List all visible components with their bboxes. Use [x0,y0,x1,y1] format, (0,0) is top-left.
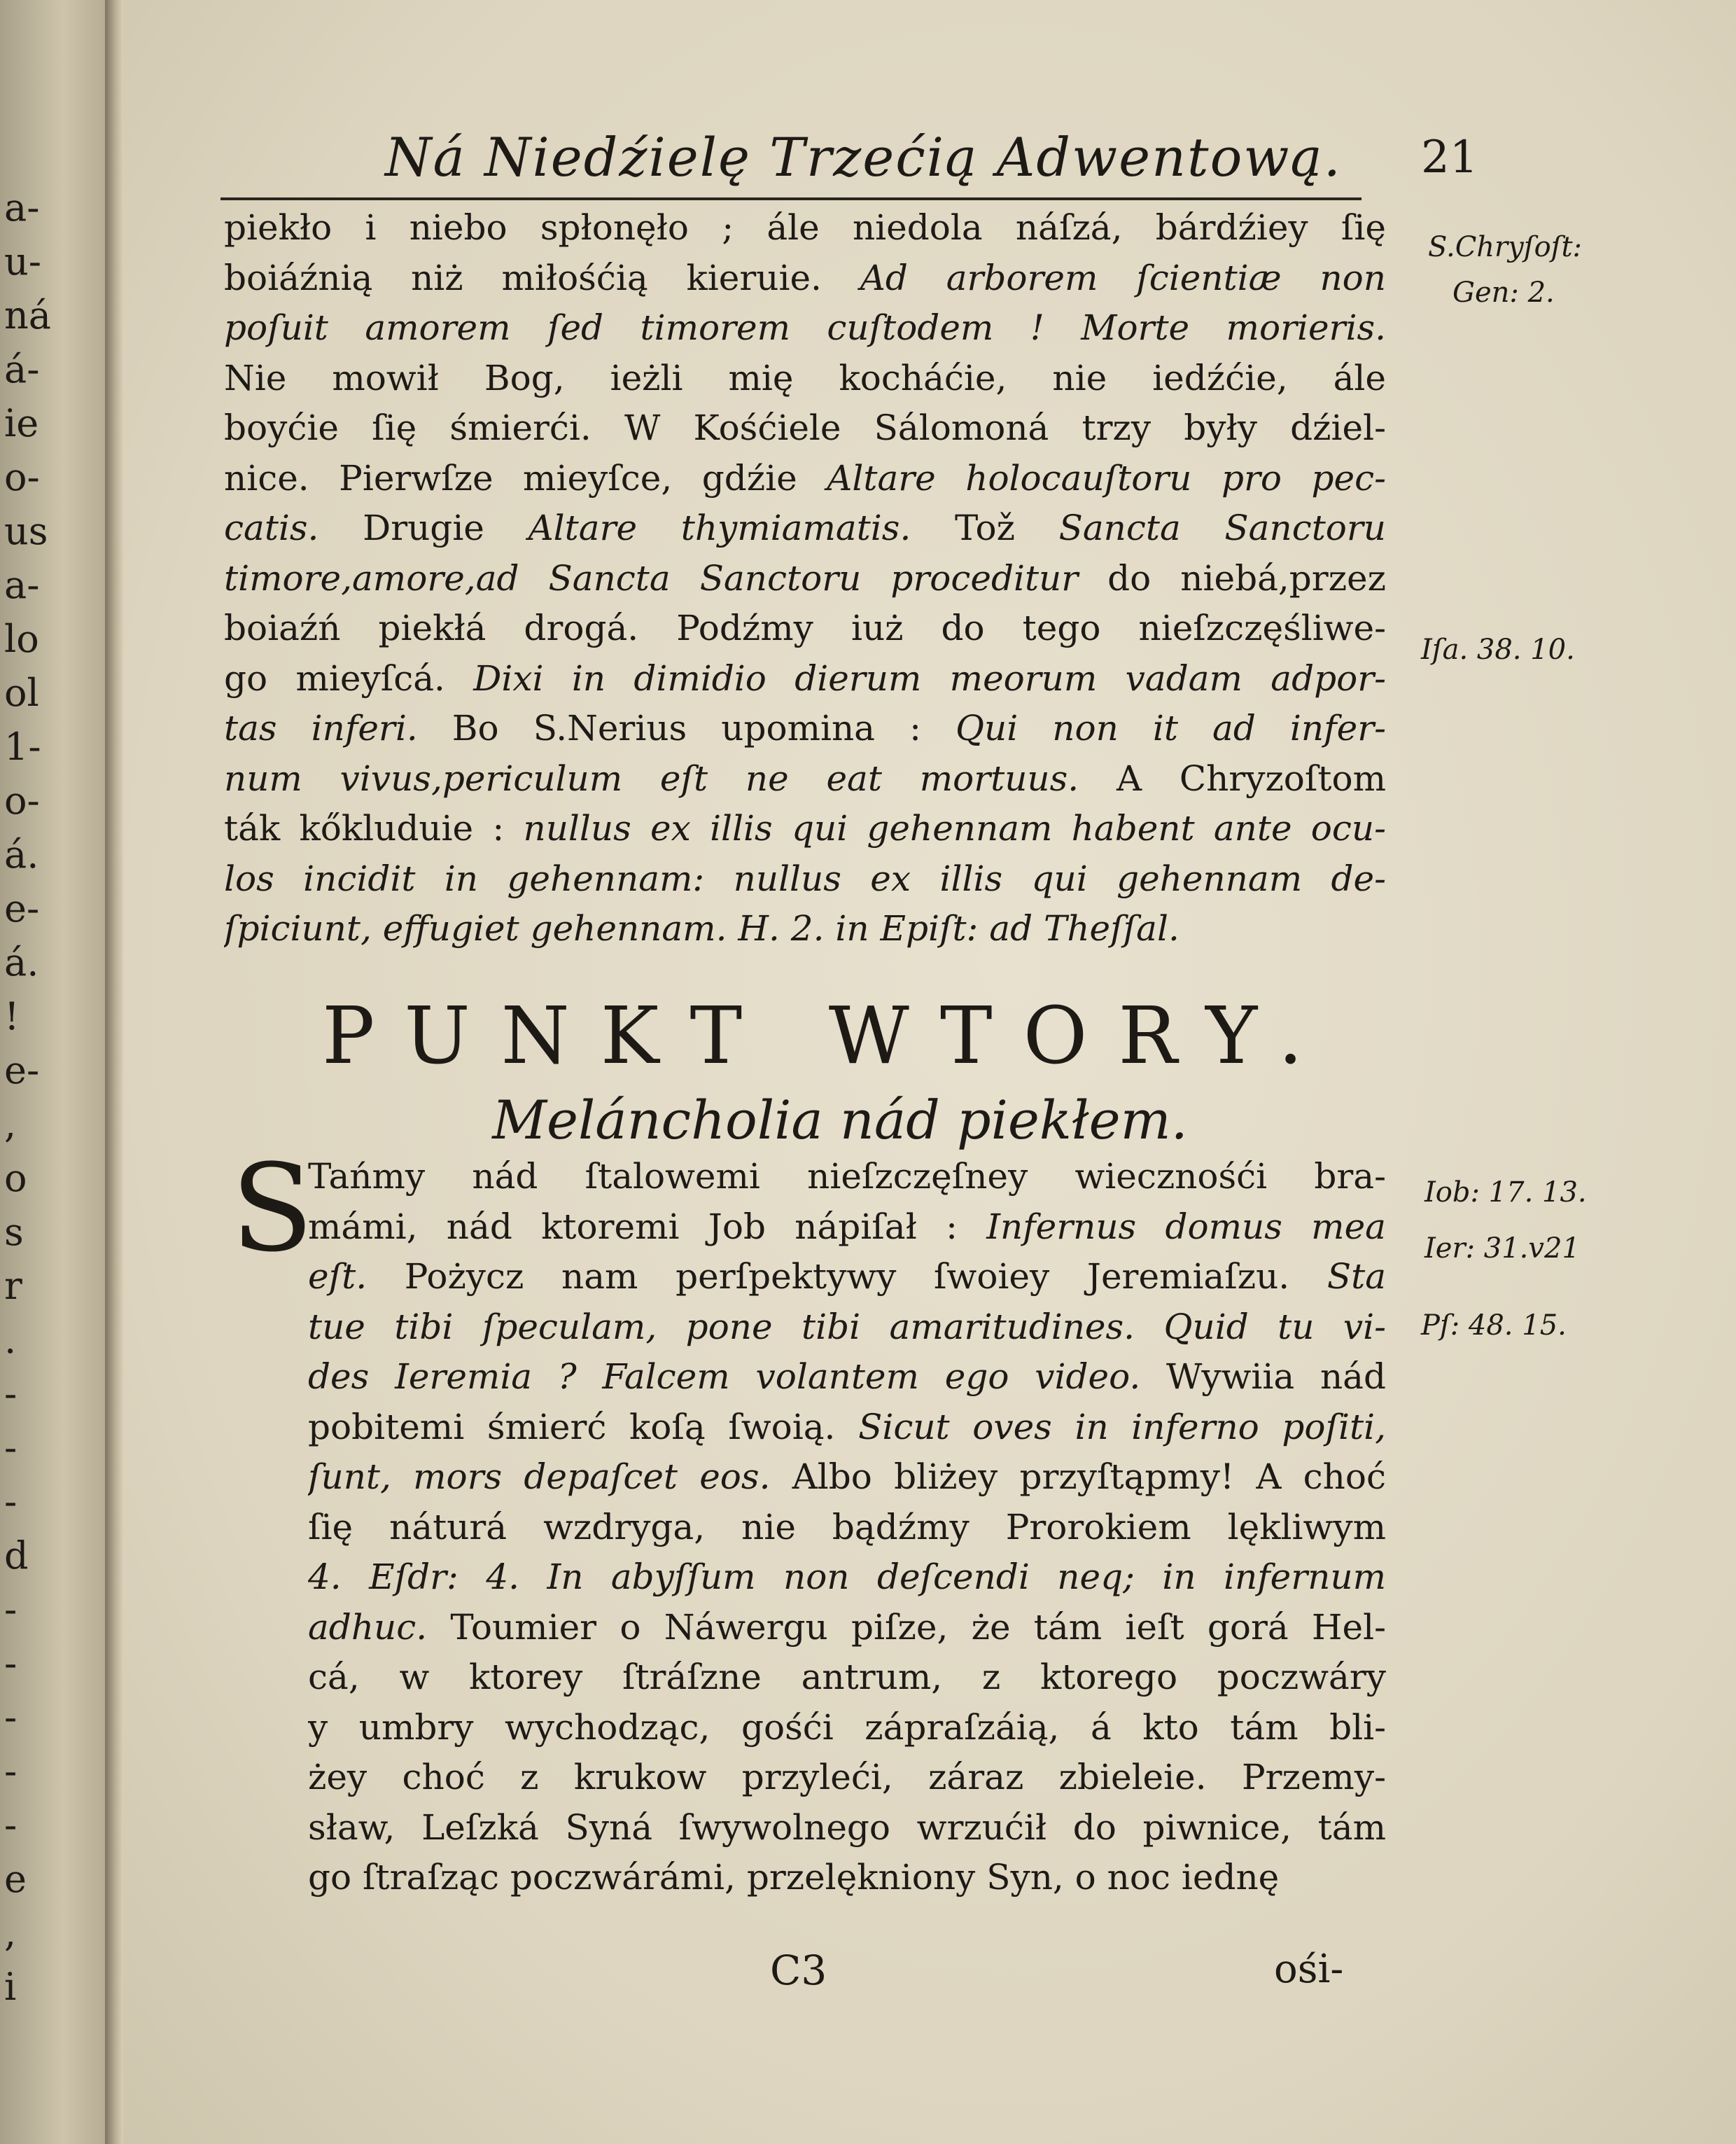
running-head [266,126,1478,203]
latin-quotation: eſt. [308,1256,368,1297]
paragraph2-line [308,1252,1386,1302]
previous-page-fragment: s [4,1210,24,1254]
previous-page-fragment: a- [4,186,40,230]
polish-text: boyćie ſię śmierći. W Kośćiele Sálomoná trzy były dźiel- [224,408,1386,448]
previous-page-fragment: o [4,1156,27,1200]
paragraph2-line [308,1753,1386,1803]
page-number: 21 [1421,132,1478,183]
latin-quotation: poſuit amorem ſed timorem cuſtodem ! Morte morieris. [224,307,1386,348]
margin-note-genesis: Gen: 2. [1452,277,1555,309]
previous-page-fragment: - [4,1587,18,1631]
previous-page-fragment: - [4,1372,18,1416]
latin-quotation: 4. Eſdr: 4. In abyſſum non deſcendi neq; in infernum [308,1557,1386,1597]
latin-quotation: Infernus domus mea [986,1206,1386,1247]
margin-note-isaiah: Iſa. 38. 10. [1421,634,1575,666]
previous-page-fragment: e- [4,1048,40,1092]
latin-quotation: Ad arborem ſcientiæ non [860,257,1386,298]
paragraph-two [308,1152,1386,1903]
polish-text: sław, Leſzká Syná ſwywolnego wrzućił do piwnice, tám [308,1807,1386,1848]
paragraph2-line [308,1552,1386,1603]
polish-text: ták kőkluduie : [224,808,524,849]
previous-page-fragment: , [4,1911,17,1955]
previous-page-fragment: - [4,1749,18,1793]
previous-page-fragment: - [4,1803,18,1847]
previous-page-fragment: e- [4,886,40,931]
paragraph-one [224,203,1386,954]
previous-page-fragment: i [4,1965,17,2009]
previous-page-fragment: 1- [4,725,41,769]
polish-text: go mieyſcá. [224,657,474,699]
paragraph2-line [308,1202,1386,1253]
polish-text: ſię náturá wzdryga, nie bądźmy Prorokiem lękliwym [308,1506,1386,1547]
paragraph1-line [224,503,1386,554]
margin-note-jeremiah: Ier: 31.v21 [1424,1232,1580,1265]
polish-text: Tańmy nád ſtalowemi nieſzczęſney wiecznośći bra- [308,1156,1386,1197]
paragraph2-line [308,1652,1386,1703]
previous-page-fragment: - [4,1695,18,1739]
polish-text: Drugie [318,508,528,548]
paragraph2-line [308,1302,1386,1353]
polish-text: Tož [911,508,1059,548]
previous-page-fragment: - [4,1641,18,1685]
polish-text: nice. Pierwſze mieyſce, gdźie [224,457,827,499]
header-rule [220,197,1362,200]
previous-page-fragment: ie [4,401,39,445]
latin-quotation: ſpiciunt, effugiet gehennam. H. 2. in Epiſt: ad Theſſal. [224,908,1180,949]
paragraph1-line [224,604,1386,654]
margin-note-chrysostom: S.Chryſoſt: [1428,231,1583,263]
margin-note-psalm: Pſ: 48. 15. [1421,1309,1567,1342]
drop-cap: S [231,1138,314,1279]
paragraph2-line [308,1853,1386,1903]
polish-text: Toumier o Náwergu piſze, że tám ieſt gorá Hel- [427,1606,1386,1648]
paragraph2-line [308,1402,1386,1453]
latin-quotation: los incidit in gehennam: nullus ex illis qui gehennam de- [224,858,1386,899]
polish-text: boiáźnią niż miłośćią kieruie. [224,257,860,298]
previous-page-fragment: á- [4,347,40,391]
previous-page-fragment: . [4,1318,17,1362]
section-subheading: Meláncholia nád piekłem. [492,1089,1188,1151]
paragraph2-line [308,1703,1386,1753]
running-head-title: Ná Niedźielę Trzećią Adwentową. [385,126,1342,188]
latin-quotation: num vivus,periculum eſt ne eat mortuus. [224,758,1079,799]
latin-quotation: ſunt, mors depaſcet eos. [308,1456,771,1497]
polish-text: go ſtraſząc poczwárámi, przelękniony Syn, o noc iednę [308,1857,1280,1898]
previous-page-fragment: , [4,1102,17,1146]
paragraph1-line [224,554,1386,604]
previous-page-fragment: a- [4,563,40,607]
previous-page-fragment: - [4,1426,18,1470]
paragraph1-line [224,454,1386,504]
margin-note-job: Iob: 17. 13. [1424,1176,1587,1209]
latin-quotation: nullus ex illis qui gehennam habent ante ocu- [523,808,1386,849]
paragraph1-line [224,704,1386,754]
paragraph2-line [308,1503,1386,1553]
previous-page-fragment: us [4,509,48,553]
latin-quotation: Sancta Sanctoru [1058,508,1386,548]
polish-text: cá, w ktorey ſtráſzne antrum, z ktorego poczwáry [308,1657,1386,1697]
previous-page-fragment: o- [4,455,40,499]
latin-quotation: Dixi in dimidio dierum meorum vadam adpor- [473,657,1386,699]
previous-page-fragment: e [4,1857,27,1901]
paragraph1-line [224,403,1386,454]
latin-quotation: Altare holocauſtoru pro pec- [827,457,1386,499]
previous-page-fragment: ol [4,671,39,715]
polish-text: do niebá,przez [1078,557,1386,599]
paragraph1-line [224,253,1386,304]
polish-text: żey choć z krukow przyleći, záraz zbieleie. Przemy- [308,1757,1386,1797]
paragraph2-line [308,1603,1386,1653]
latin-quotation: Sicut oves in inferno poſiti, [858,1406,1386,1447]
paragraph2-line [308,1452,1386,1503]
polish-text: Pożycz nam perſpektywy ſwoiey Jeremiaſzu. [367,1256,1327,1297]
latin-quotation: Sta [1326,1256,1386,1297]
previous-page-fragment: lo [4,617,39,661]
catchword: ośi- [1274,1947,1344,1992]
previous-page-fragment: á. [4,833,39,877]
polish-text: y umbry wychodząc, gośći zápraſzáią, á kto tám bli- [308,1706,1386,1748]
latin-quotation: timore,amore,ad Sancta Sanctoru proceditur [224,557,1079,599]
paragraph2-line [308,1803,1386,1853]
polish-text: piekło i niebo spłonęło ; ále niedola náſzá, bárdźiey ſię [224,207,1386,248]
paragraph1-line [224,654,1386,704]
previous-page-fragment: r [4,1264,22,1308]
polish-text: mámi, nád ktoremi Job nápiſał : [308,1206,987,1247]
latin-quotation: Qui non it ad infer- [955,708,1386,749]
latin-quotation: adhuc. [308,1606,428,1648]
previous-page-fragment: u- [4,239,42,284]
paragraph2-line [308,1152,1386,1202]
polish-text: pobitemi śmierć koſą ſwoią. [308,1406,859,1447]
previous-page-fragment: ! [4,994,20,1038]
paragraph1-line [224,904,1386,954]
paragraph1-line [224,804,1386,854]
book-gutter [105,0,123,2144]
polish-text: Wywiia nád [1140,1356,1386,1397]
paragraph1-line [224,754,1386,805]
latin-quotation: catis. [224,508,319,548]
paragraph1-line [224,203,1386,253]
previous-page-fragment: o- [4,779,40,823]
previous-page-fragment: á. [4,940,39,984]
polish-text: Bo S.Nerius upomina : [417,708,955,749]
paragraph2-line [308,1352,1386,1402]
latin-quotation: Altare thymiamatis. [528,508,911,548]
polish-text: Nie mowił Bog, ieżli mię kocháćie, nie iedźćie, ále [224,357,1386,398]
paragraph1-line [224,354,1386,404]
latin-quotation: tue tibi ſpeculam, pone tibi amaritudines. Quid tu vi- [308,1306,1386,1347]
polish-text: A Chryzoſtom [1079,758,1386,799]
latin-quotation: tas inferi. [224,708,418,749]
paragraph1-line [224,854,1386,905]
previous-page-strip [0,0,105,2144]
latin-quotation: des Ieremia ? Falcem volantem ego video. [308,1356,1141,1397]
previous-page-fragment: ná [4,293,51,337]
previous-page-fragment: - [4,1480,18,1524]
paragraph1-line [224,303,1386,354]
polish-text: boiaźń piekłá drogá. Podźmy iuż do tego nieſzczęśliwe- [224,608,1386,648]
signature-mark: C3 [770,1947,827,1994]
polish-text: Albo bliżey przyſtąpmy! A choć [770,1456,1386,1497]
previous-page-fragment: d [4,1533,29,1578]
section-heading: PUNKT WTORY. [322,991,1334,1082]
